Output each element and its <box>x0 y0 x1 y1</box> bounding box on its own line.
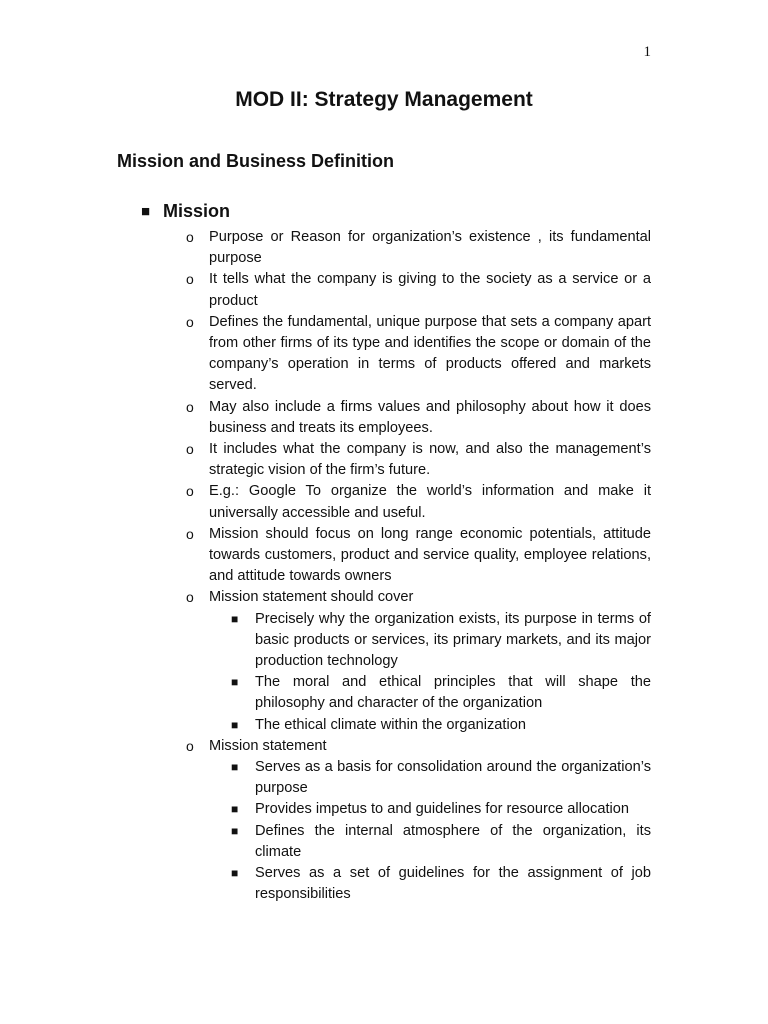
topic-heading <box>141 201 230 222</box>
sub-list-item-text: Serves as a basis for consolidation around the organization’s purpose <box>255 759 651 797</box>
list-item <box>186 227 651 269</box>
list-item <box>186 439 651 481</box>
sub-list-item <box>231 609 651 673</box>
list-item <box>186 269 651 311</box>
list-item-text: It tells what the company is giving to the society as a service or a product <box>209 271 651 309</box>
circle-bullet-icon: o <box>186 441 194 458</box>
sub-list-item-text: Provides impetus to and guidelines for resource allocation <box>255 801 629 818</box>
sub-list-item-text: Defines the internal atmosphere of the organization, its climate <box>255 822 651 860</box>
sub-list-item-text: The moral and ethical principles that will shape the philosophy and character of the organization <box>255 674 651 712</box>
section-heading: Mission and Business Definition <box>117 151 395 171</box>
list-item-text: E.g.: Google To organize the world’s information and make it universally accessible and useful. <box>209 483 651 521</box>
sub-list-item-text: Precisely why the organization exists, its purpose in terms of basic products or services, its primary markets, and its major production technology <box>255 610 651 670</box>
list-item <box>186 524 651 588</box>
square-bullet-icon: ■ <box>231 611 239 626</box>
list-item-text: May also include a firms values and philosophy about how it does business and treats its employees. <box>209 398 651 436</box>
square-bullet-icon: ■ <box>231 675 239 690</box>
sub-list-item-text: Serves as a set of guidelines for the assignment of job responsibilities <box>255 865 651 903</box>
sub-list-item <box>231 672 651 714</box>
sub-list-item <box>231 715 651 736</box>
circle-bullet-icon: o <box>186 483 194 500</box>
list-item <box>186 397 651 439</box>
list-item-text: Defines the fundamental, unique purpose that sets a company apart from other firms of its type and identifies the scope or domain of the company’s operation in terms of products offered and markets served. <box>209 313 651 394</box>
circle-bullet-icon: o <box>186 313 194 330</box>
square-bullet-icon: ■ <box>231 866 239 881</box>
sub-list-item <box>231 757 651 799</box>
square-bullet-icon: ■ <box>231 760 239 775</box>
list-item <box>186 312 651 397</box>
list-item <box>186 481 651 523</box>
circle-bullet-icon: o <box>186 271 194 288</box>
list-item-text: Purpose or Reason for organization’s existence , its fundamental purpose <box>209 229 651 267</box>
sub-list-item <box>231 799 651 820</box>
circle-bullet-icon: o <box>186 229 194 245</box>
square-bullet-icon: ■ <box>141 203 151 220</box>
list-item <box>186 587 651 608</box>
list-item-text: Mission should focus on long range economic potentials, attitude towards customers, product and service quality, employee relations, and attitude towards owners <box>209 525 651 585</box>
circle-bullet-icon: o <box>186 525 194 542</box>
circle-bullet-icon: o <box>186 589 194 606</box>
sub-list-item <box>231 863 651 905</box>
list-item <box>186 736 651 757</box>
sub-list-item-text: The ethical climate within the organization <box>255 716 526 733</box>
topic-label: Mission <box>163 201 231 221</box>
square-bullet-icon: ■ <box>231 802 239 817</box>
list-item-text: It includes what the company is now, and also the management’s strategic vision of the firm’s future. <box>209 441 651 479</box>
square-bullet-icon: ■ <box>231 717 239 732</box>
list-item-text: Mission statement should cover <box>209 589 414 606</box>
list-item-text: Mission statement <box>209 737 327 754</box>
mission-list <box>0 227 768 906</box>
sub-list-item <box>231 821 651 863</box>
circle-bullet-icon: o <box>186 737 194 754</box>
circle-bullet-icon: o <box>186 398 194 415</box>
page-title: MOD II: Strategy Management <box>235 88 533 111</box>
square-bullet-icon: ■ <box>231 823 239 838</box>
page-number: 1 <box>643 44 651 60</box>
